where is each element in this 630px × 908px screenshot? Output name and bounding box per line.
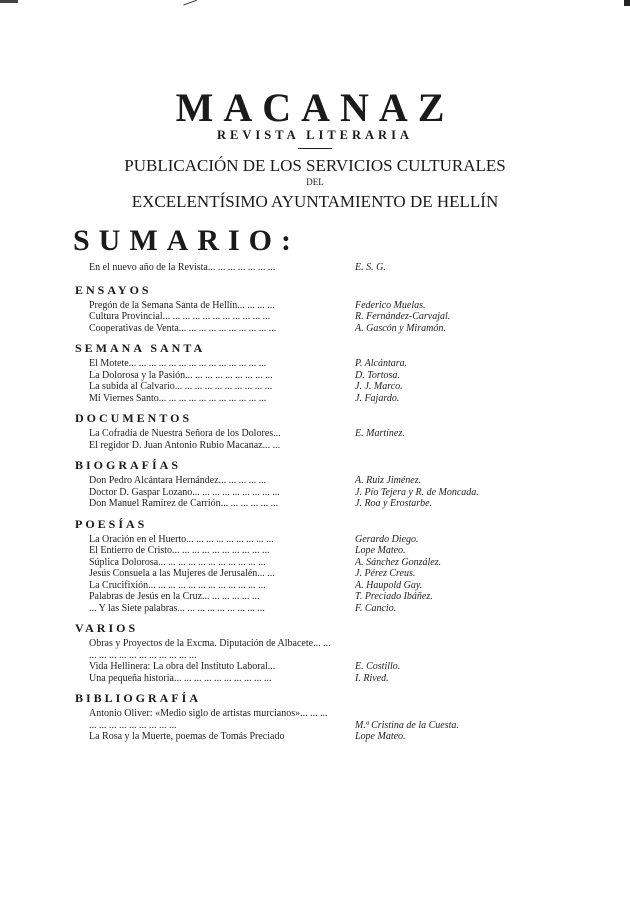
toc-section [0, 338, 630, 404]
entry-title: La Rosa y la Muerte, poemas de Tomás Preciado [89, 731, 285, 742]
toc-entry [0, 358, 630, 370]
entry-title: El Entierro de Cristo... ... ... ... ... ... ... ... ... ... [89, 545, 270, 556]
toc-entry [0, 300, 630, 312]
entry-author: E. Martínez. [355, 428, 405, 439]
toc-entry [0, 440, 630, 452]
section-title: ENSAYOS [75, 282, 152, 297]
edge-mark-left [0, 0, 18, 3]
entry-title: La Oración en el Huerto... ... ... ... ... ... ... ... ... [89, 533, 274, 545]
entry-title: Cultura Provincial... ... ... ... ... ... ... ... ... ... ... [89, 311, 271, 322]
entry-title: La subida al Calvario... ... ... ... ... ... ... ... ... ... [89, 381, 273, 392]
entry-title: Don Pedro Alcántara Hernández... ... ... ... ... [89, 475, 267, 486]
toc-entry [0, 591, 630, 603]
entry-title: Vida Hellinera: La obra del Instituto Laboral... [89, 661, 276, 672]
sections-list [0, 280, 630, 743]
toc-entry [0, 534, 630, 546]
publication-line-1: PUBLICACIÓN DE LOS SERVICIOS CULTURALES [124, 156, 506, 175]
entry-title: La Dolorosa y la Pasión... ... ... ... ... ... ... ... ... [89, 369, 273, 381]
section-title: POESÍAS [75, 516, 148, 531]
toc-section [0, 280, 630, 335]
entry-author: Gerardo Diego. [355, 533, 419, 545]
entry-author: Lope Mateo. [355, 545, 406, 556]
entry-title: Pregón de la Semana Santa de Hellín... ... ... ... [89, 299, 275, 311]
toc-entry [0, 661, 630, 673]
section-title: SEMANA SANTA [75, 341, 206, 355]
entry-author: A. Ruiz Jiménez. [355, 475, 422, 486]
entry-author: A. Gascón y Miramón. [355, 322, 446, 334]
publication-line-2: EXCELENTÍSIMO AYUNTAMIENTO DE HELLÍN [131, 192, 499, 211]
toc-entry [0, 708, 630, 731]
toc-entry [0, 673, 630, 685]
entry-author: E. Costillo. [355, 661, 401, 672]
toc-entry [0, 323, 630, 335]
entry-author: J. Roa y Erostarbe. [355, 498, 433, 509]
toc-entry [0, 498, 630, 510]
entry-author: A. Sánchez González. [355, 556, 442, 568]
stray-mark [183, 0, 199, 11]
toc-entry [0, 311, 630, 323]
entry-author: Federico Muelas. [355, 299, 426, 311]
toc-section [0, 408, 630, 451]
toc-entry [0, 557, 630, 569]
entry-author: T. Preciado Ibáñez. [355, 591, 433, 602]
toc-entry [0, 603, 630, 615]
entry-title: En el nuevo año de la Revista... ... ... ... ... ... ... [89, 262, 276, 273]
toc-entry [0, 580, 630, 592]
entry-title: El regidor D. Juan Antonio Rubio Macanaz... ... [89, 439, 281, 451]
toc-entry [0, 381, 630, 393]
entry-author: D. Tortosa. [355, 369, 400, 381]
toc-entry [0, 487, 630, 499]
toc-section [0, 688, 630, 743]
entry-title: El Motete... ... ... ... ... ... ... ... ... ... ... ... ... ... [89, 358, 267, 369]
journal-title: MACANAZ [175, 85, 455, 130]
toc-entry [0, 428, 630, 440]
entry-author: Lope Mateo. [355, 731, 406, 742]
journal-subtitle: REVISTA LITERARIA [217, 128, 413, 142]
entry-author: E. S. G. [355, 262, 386, 273]
entry-title: Palabras de Jesús en la Cruz... ... ... ... ... ... [89, 591, 260, 602]
summary-heading: SUMARIO: [73, 224, 300, 257]
toc-entry [0, 568, 630, 580]
toc-entry [0, 393, 630, 405]
toc-entry [0, 731, 630, 743]
publication-del: DEL [306, 177, 324, 187]
entry-author: J. Pérez Creus. [355, 568, 416, 579]
entry-author: J. J. Marco. [355, 381, 403, 392]
entry-title: Cooperativas de Venta... ... ... ... ... ... ... ... ... ... [89, 322, 277, 334]
section-title: DOCUMENTOS [75, 411, 193, 425]
toc-section [0, 514, 630, 615]
entry-title: Antonio Oliver: «Medio siglo de artistas murcianos»... ... ... ... ... ... ... ... ... ... ... ... [89, 708, 328, 731]
toc-entry [0, 370, 630, 382]
table-of-contents [0, 256, 630, 743]
entry-author: J. Fajardo. [355, 392, 400, 404]
entry-title: Una pequeña historia... ... ... ... ... ... ... ... ... ... [89, 672, 272, 684]
section-title: BIBLIOGRAFÍA [75, 691, 202, 705]
entry-title: Súplica Dolorosa... ... ... ... ... ... ... ... ... ... ... [89, 556, 266, 568]
entry-author: F. Cancio. [355, 602, 397, 614]
entry-title: Jesús Consuela a las Mujeres de Jerusalén... ... [89, 568, 275, 579]
entry-title: Mi Viernes Santo... ... ... ... ... ... ... ... ... ... ... [89, 392, 267, 404]
entry-title: Doctor D. Gaspar Lozano... ... ... ... ... ... ... ... ... [89, 486, 280, 498]
edge-mark-right [624, 0, 630, 6]
entry-title: Obras y Proyectos de la Excma. Diputación de Albacete... ... ... ... ... ... ... ... ... ... ... ... ... [89, 638, 331, 661]
entry-author: J. Pío Tejera y R. de Moncada. [355, 486, 479, 498]
entry-author: P. Alcántara. [355, 358, 408, 369]
entry-author: R. Fernández-Carvajal. [355, 311, 451, 322]
entry-title: ... Y las Siete palabras... ... ... ... ... ... ... ... ... [89, 602, 265, 614]
entry-author: I. Rived. [355, 672, 389, 684]
title-rule [298, 148, 332, 149]
toc-entry [0, 475, 630, 487]
section-title: BIOGRAFÍAS [75, 458, 182, 472]
toc-section [0, 618, 630, 684]
section-title: VARIOS [75, 621, 139, 635]
entry-title: Don Manuel Ramírez de Carrión... ... ... ... ... ... [89, 498, 279, 509]
toc-entry [0, 638, 630, 661]
entry-title: La Crucifixión... ... ... ... ... ... ... ... ... ... ... ... [89, 579, 266, 591]
toc-entry [0, 545, 630, 557]
entry-author: A. Haupold Gay. [355, 579, 423, 591]
toc-section [0, 455, 630, 510]
intro-entry [0, 262, 630, 274]
entry-author: M.ª Cristina de la Cuesta. [355, 719, 459, 731]
entry-title: La Cofradía de Nuestra Señora de los Dolores... [89, 428, 281, 439]
